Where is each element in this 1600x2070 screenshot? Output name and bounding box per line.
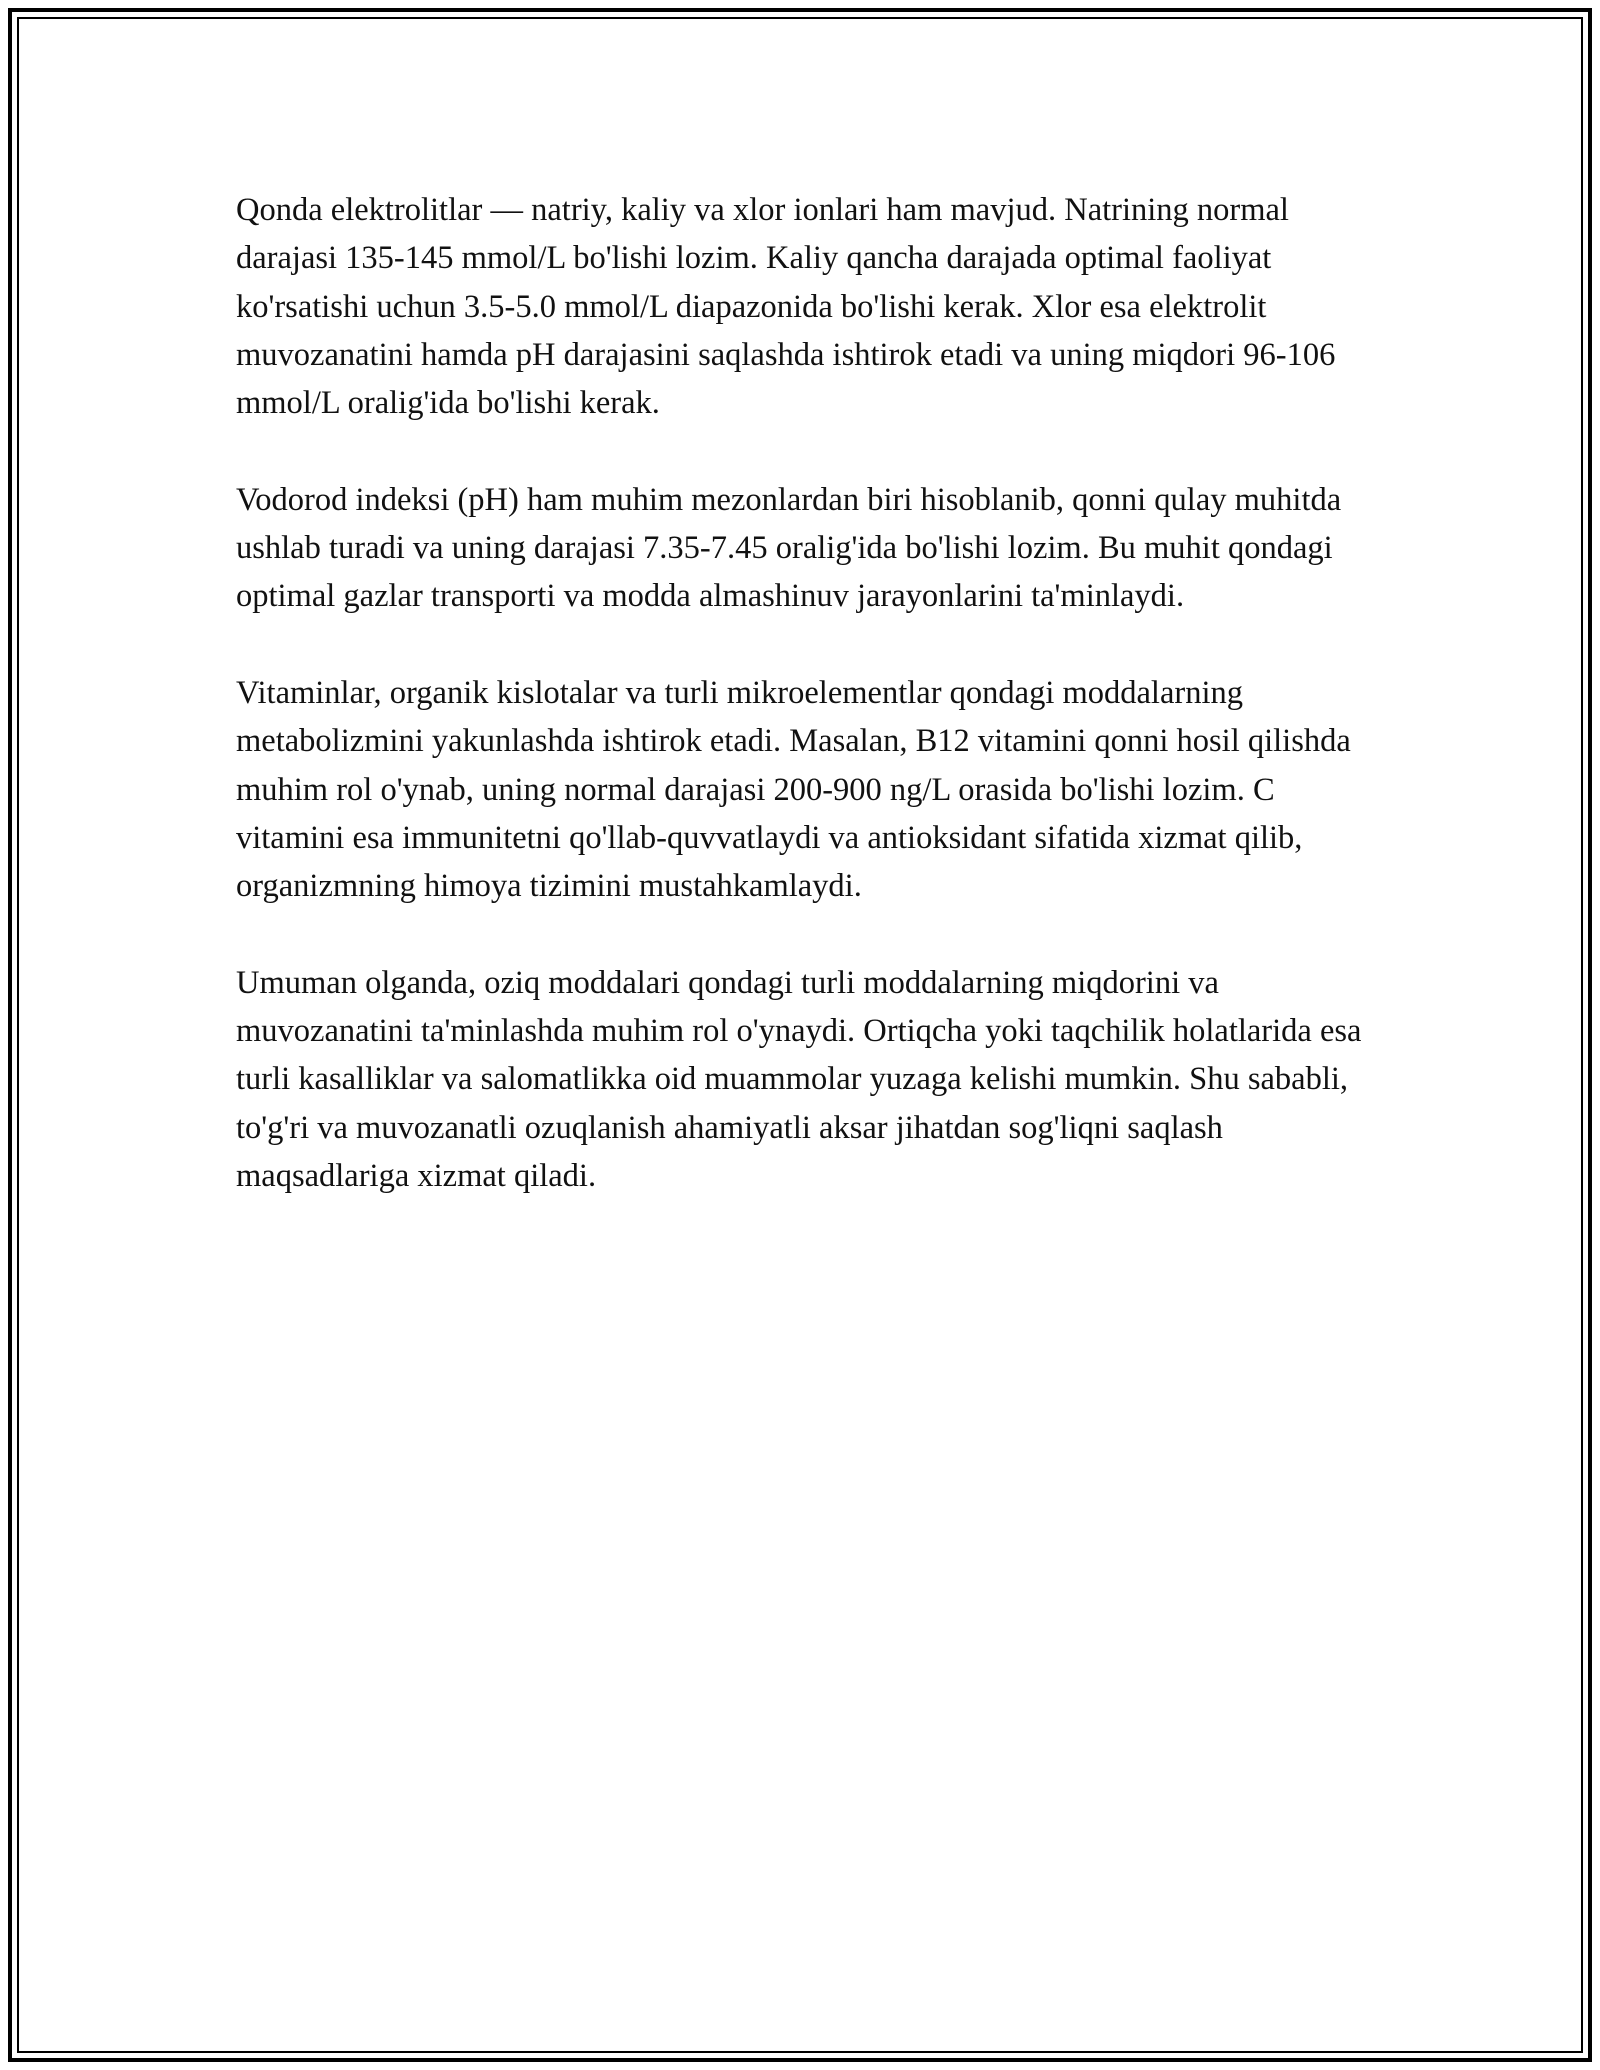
paragraph-ph: Vodorod indeksi (pH) ham muhim mezonlardan biri hisoblanib, qonni qulay muhitda ushlab turadi va uning darajasi 7.35-7.45 oralig'ida bo'lishi lozim. Bu muhit qondagi optimal gazlar transporti va modda almashinuv jarayonlarini ta'minlaydi. (236, 481, 1342, 615)
paragraph-conclusion: Umuman olganda, oziq moddalari qondagi turli moddalarning miqdorini va muvozanatini ta'minlashda muhim rol o'ynaydi. Ortiqcha yoki taqchilik holatlarida esa turli kasalliklar va salomatlikka oid muammolar yuzaga kelishi mumkin. Shu sababli, to'g'ri va muvozanatli ozuqlanish ahamiyatli aksar jihatdan sog'liqni saqlash maqsadlariga xizmat qiladi. (236, 964, 1362, 1194)
paragraph-electrolytes: Qonda elektrolitlar — natriy, kaliy va xlor ionlari ham mavjud. Natrining normal darajasi 135-145 mmol/L bo'lishi lozim. Kaliy qancha darajada optimal faoliyat ko'rsatishi uchun 3.5-5.0 mmol/L diapazonida bo'lishi kerak. Xlor esa elektrolit muvozanatini hamda pH darajasini saqlashda ishtirok etadi va uning miqdori 96-106 mmol/L oralig'ida bo'lishi kerak. (236, 192, 1336, 422)
paragraph-vitamins: Vitaminlar, organik kislotalar va turli mikroelementlar qondagi moddalarning metabolizmini yakunlashda ishtirok etadi. Masalan, B12 vitamini qonni hosil qilishda muhim rol o'ynab, uning normal darajasi 200-900 ng/L orasida bo'lishi lozim. C vitamini esa immunitetni qo'llab-quvvatlaydi va antioksidant sifatida xizmat qilib, organizmning himoya tizimini mustahkamlaydi. (236, 674, 1351, 905)
document-body (236, 186, 1366, 1249)
